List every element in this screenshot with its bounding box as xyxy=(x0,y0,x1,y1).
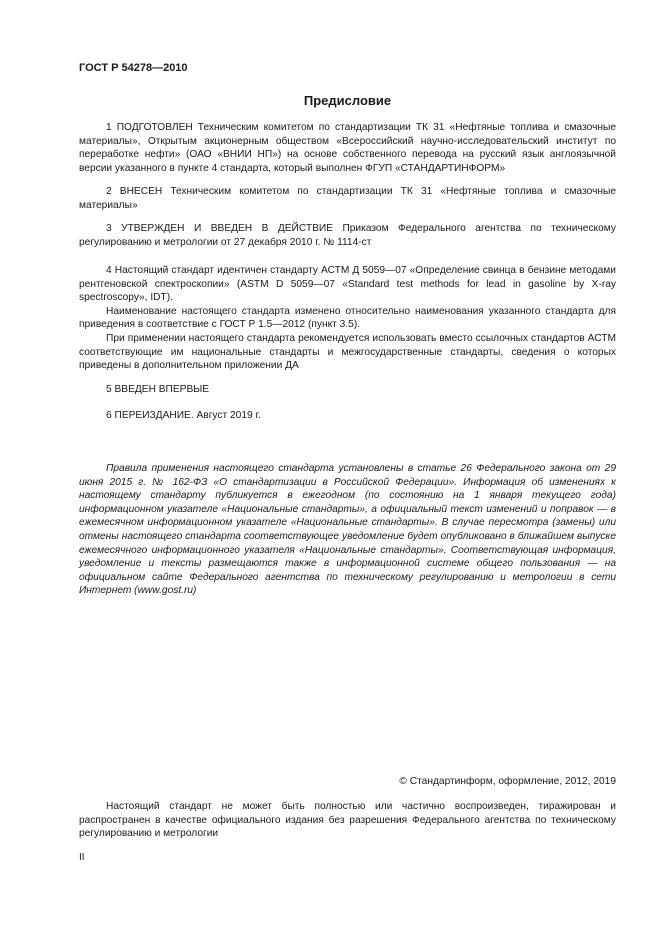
copyright-line: © Стандартинформ, оформление, 2012, 2019 xyxy=(399,776,616,787)
item-2-paragraph: 2 ВНЕСЕН Техническим комитетом по стандартизации ТК 31 «Нефтяные топлива и смазочные материалы» xyxy=(79,186,616,211)
item-5-block xyxy=(79,383,616,397)
copyright-block xyxy=(79,775,616,789)
item-3-paragraph: 3 УТВЕРЖДЕН И ВВЕДЕН В ДЕЙСТВИЕ Приказом Федерального агентства по техническому регулированию и метрологии от 27 декабря 2010 г. № 1114-ст xyxy=(79,223,616,248)
item-2-block xyxy=(79,185,616,212)
item-3-block xyxy=(79,222,616,249)
item-6-block xyxy=(79,409,616,423)
item-4-name-change-paragraph: Наименование настоящего стандарта изменено относительно наименования указанного стандарта для приведения в соответствие с ГОСТ Р 1.5—2012 (пункт 3.5). xyxy=(79,305,616,331)
standard-header: ГОСТ Р 54278—2010 xyxy=(79,62,188,74)
page-number: II xyxy=(79,852,85,863)
rules-note-paragraph: Правила применения настоящего стандарта установлены в статье 26 Федерального закона от 29 июня 2015 г. № 162-ФЗ «О стандартизации в Российской Федерации». Информация об изменениях к настоящему стандарту публикуется в ежегодном (по состоянию на 1 января текущего года) информационном указателе «Национальные стандарты», а официальный текст изменений и поправок — в ежемесячном информационном указателе «Национальные стандарты». В случае пересмотра (замены) или отмены настоящего стандарта соответствующее уведомление будет опубликовано в ближайшем выпуске ежемесячного информационного указателя «Национальные стандарты». Соответствующая информация, уведомление и тексты размещаются также в информационной системе общего пользования — на официальном сайте Федерального агентства по техническому регулированию и метрологии в сети Интернет (www.gost.ru) xyxy=(79,463,616,597)
rules-note-block xyxy=(79,462,616,598)
item-1-paragraph: 1 ПОДГОТОВЛЕН Техническим комитетом по стандартизации ТК 31 «Нефтяные топлива и смазочные материалы», Открытым акционерным обществом «Всероссийский научно-исследовательский институт по переработке нефти» (ОАО «ВНИИ НП») на основе собственного перевода на русский язык англоязычной версии указанного в пункте 4 стандарта, который выполнен ФГУП «СТАНДАРТИНФОРМ» xyxy=(79,122,616,174)
item-1-block xyxy=(79,121,616,175)
preface-title: Предисловие xyxy=(303,93,392,108)
reproduction-note-block xyxy=(79,800,616,841)
item-4-paragraph: 4 Настоящий стандарт идентичен стандарту АСТМ Д 5059—07 «Определение свинца в бензине методами рентгеновской спектроскопии» (ASTM D 5059—07 «Standard test methods for lead in gasoline by X-ray spectroscopy», IDT). xyxy=(79,265,616,304)
reproduction-note-paragraph: Настоящий стандарт не может быть полностью или частично воспроизведен, тиражирован и распространен в качестве официального издания без разрешения Федерального агентства по техническому регулированию и метрологии xyxy=(79,801,616,840)
item-4-reference-paragraph: При применении настоящего стандарта рекомендуется использовать вместо ссылочных стандартов АСТМ соответствующие им национальные стандарты и межгосударственные стандарты, сведения о которых приведены в дополнительном приложении ДА xyxy=(79,332,616,372)
item-5-paragraph: 5 ВВЕДЕН ВПЕРВЫЕ xyxy=(106,384,210,395)
item-4-block xyxy=(79,264,616,373)
item-6-paragraph: 6 ПЕРЕИЗДАНИЕ. Август 2019 г. xyxy=(106,410,261,421)
